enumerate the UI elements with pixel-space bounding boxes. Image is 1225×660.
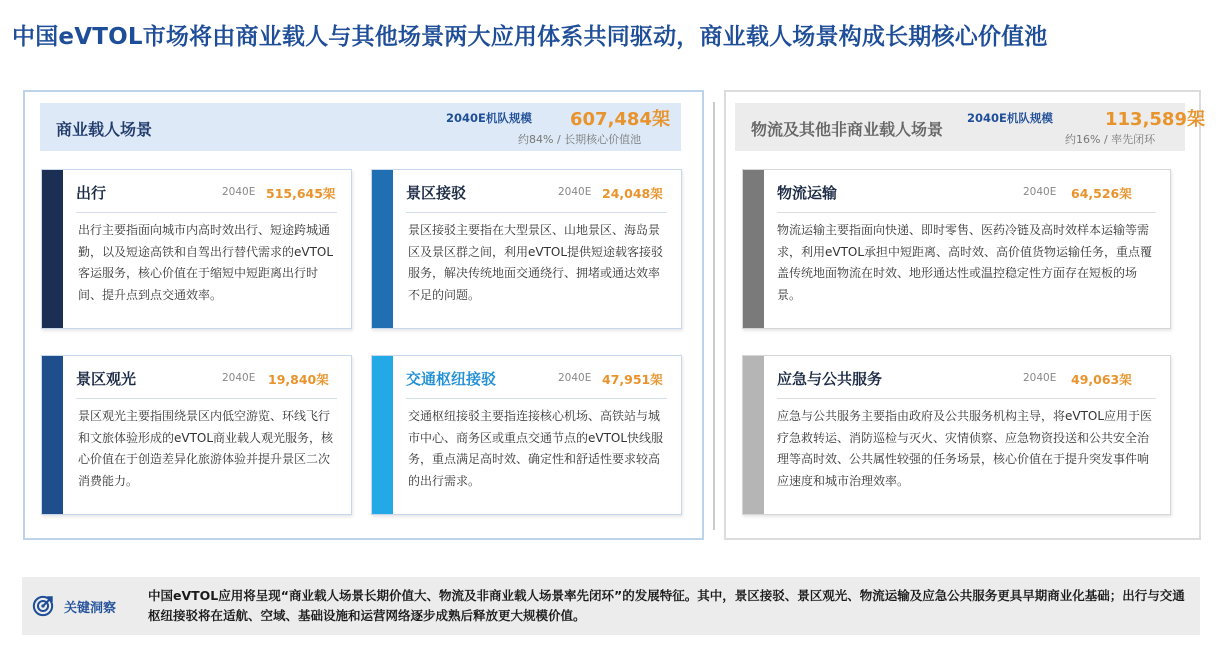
card-fleet-value: 49,063架	[1071, 372, 1132, 387]
card-title: 出行	[76, 184, 107, 202]
insight-text: 中国eVTOL应用将呈现“商业载人场景长期价值大、物流及非商业载人场景率先闭环”的发展特征。其中，景区接驳、景区观光、物流运输及应急公共服务更具早期商业化基础；出行与交通枢纽接驳将在适航、空域、基础设施和运营网络逐步成熟后释放更大规模价值。	[148, 588, 1185, 623]
card-divider	[777, 212, 1156, 213]
logistics-panel-header	[735, 103, 1205, 151]
card-title: 应急与公共服务	[777, 370, 883, 388]
card-description: 应急与公共服务主要指由政府及公共服务机构主导，将eVTOL应用于医疗急救转运、消防巡检与灭火、灾情侦察、应急物资投送和公共安全治理等高时效、公共属性较强的任务场景，核心价值在于提升突发事件响应速度和城市治理效率。	[777, 409, 1153, 488]
card-fleet-value: 47,951架	[602, 372, 663, 387]
target-icon	[32, 595, 54, 617]
fleet-scale-label: 2040E机队规模	[967, 111, 1053, 125]
card-divider	[406, 212, 667, 213]
card-fleet-value: 515,645架	[266, 186, 336, 201]
scenario-card-scenic-sightseeing	[41, 355, 352, 515]
card-title: 景区接驳	[406, 184, 467, 202]
panel-title: 商业载人场景	[56, 120, 153, 139]
card-divider	[76, 398, 337, 399]
card-accent-bar	[372, 170, 393, 328]
fleet-scale-value: 607,484架	[570, 109, 670, 130]
scenario-card-logistics	[742, 169, 1171, 329]
card-title: 物流运输	[777, 184, 838, 202]
card-accent-bar	[42, 170, 63, 328]
scenario-card-scenic-shuttle	[371, 169, 682, 329]
card-title: 景区观光	[76, 370, 137, 388]
card-description: 物流运输主要指面向快递、即时零售、医药冷链及高时效样本运输等需求，利用eVTOL承担中短距离、高时效、高价值货物运输任务，重点覆盖传统地面物流在时效、地形通达性或温控稳定性方面存在短板的场景。	[777, 223, 1153, 302]
card-year: 2040E	[222, 186, 256, 198]
commercial-panel-header	[40, 103, 681, 151]
card-accent-bar	[743, 356, 764, 514]
card-description: 景区接驳主要指在大型景区、山地景区、海岛景区及景区群之间，利用eVTOL提供短途载客接驳服务，解决传统地面交通绕行、拥堵或通达效率不足的问题。	[408, 223, 664, 302]
fleet-scale-label: 2040E机队规模	[446, 111, 532, 125]
card-fleet-value: 24,048架	[602, 186, 663, 201]
panel-divider	[713, 102, 715, 530]
card-year: 2040E	[1023, 186, 1057, 198]
card-divider	[777, 398, 1156, 399]
commercial-passenger-panel	[23, 90, 704, 540]
card-accent-bar	[743, 170, 764, 328]
card-year: 2040E	[222, 372, 256, 384]
card-year: 2040E	[1023, 372, 1057, 384]
card-description: 景区观光主要指围绕景区内低空游览、环线飞行和文旅体验形成的eVTOL商业载人观光服务，核心价值在于创造差异化旅游体验并提升景区二次消费能力。	[78, 409, 334, 488]
card-fleet-value: 64,526架	[1071, 186, 1132, 201]
card-divider	[406, 398, 667, 399]
fleet-scale-share: 约84% / 长期核心价值池	[518, 133, 642, 146]
scenario-card-travel	[41, 169, 352, 329]
logistics-other-panel	[724, 90, 1205, 540]
card-accent-bar	[372, 356, 393, 514]
card-title: 交通枢纽接驳	[406, 370, 497, 388]
card-accent-bar	[42, 356, 63, 514]
card-year: 2040E	[558, 372, 592, 384]
fleet-scale-value: 113,589架	[1105, 109, 1205, 130]
card-year: 2040E	[558, 186, 592, 198]
scenario-card-hub-shuttle	[371, 355, 682, 515]
panel-title: 物流及其他非商业载人场景	[751, 120, 944, 139]
page-title: 中国eVTOL市场将由商业载人与其他场景两大应用体系共同驱动，商业载人场景构成长期核心价值池	[12, 24, 1048, 50]
card-description: 出行主要指面向城市内高时效出行、短途跨城通勤，以及短途高铁和自驾出行替代需求的eVTOL客运服务，核心价值在于缩短中短距离出行时间、提升点到点交通效率。	[78, 223, 334, 302]
card-divider	[76, 212, 337, 213]
insight-label: 关键洞察	[64, 601, 117, 616]
key-insight-bar	[22, 577, 1200, 635]
fleet-scale-share: 约16% / 率先闭环	[1065, 133, 1156, 146]
card-description: 交通枢纽接驳主要指连接核心机场、高铁站与城市中心、商务区或重点交通节点的eVTOL快线服务，重点满足高时效、确定性和舒适性要求较高的出行需求。	[408, 409, 664, 488]
card-fleet-value: 19,840架	[268, 372, 329, 387]
scenario-card-emergency-public	[742, 355, 1171, 515]
